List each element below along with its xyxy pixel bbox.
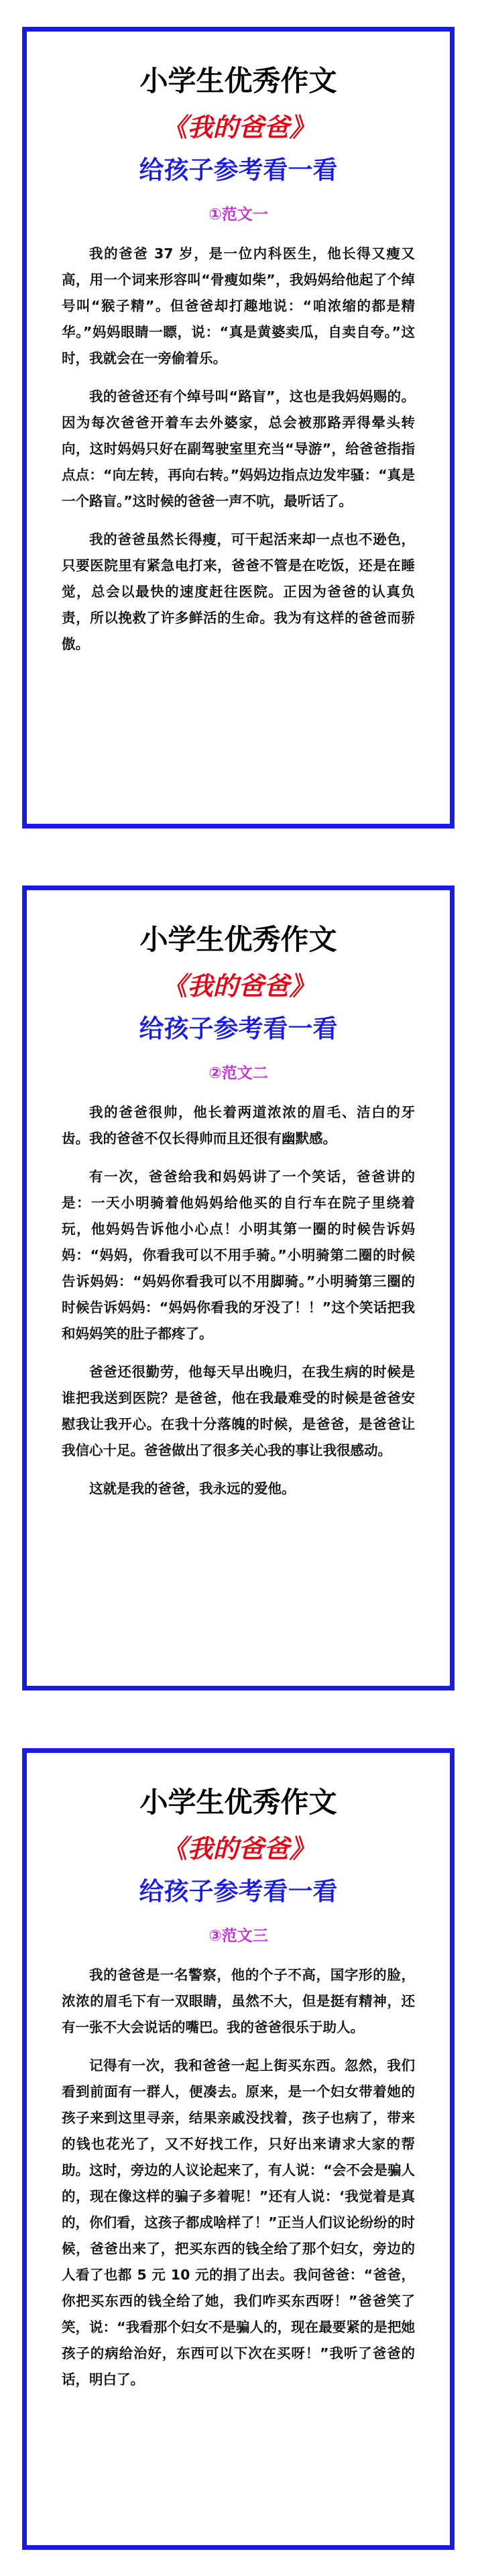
essay-card-1 [22,27,455,828]
essay-card-3 [22,1748,455,2550]
card-tagline: 给孩子参考看一看 [139,156,338,184]
essay-title: 《我的爸爸》 [162,113,315,142]
card-title: 小学生优秀作文 [139,923,337,956]
essay-paragraph: 我的爸爸很帅，他长着两道浓浓的眉毛、洁白的牙齿。我的爸爸不仅长得帅而且还很有幽默感。 [62,1104,415,1146]
essay-paragraph: 这就是我的爸爸，我永远的爱他。 [89,1481,296,1497]
essay-card-2 [22,885,455,1690]
essay-paragraph: 我的爸爸 37 岁，是一位内科医生，他长得又瘦又高，用一个词来形容叫“骨瘦如柴”，我妈妈给他起了个绰号叫“猴子精”。但爸爸却打趣地说：“咱浓缩的都是精华。”妈妈眼睛一瞟，说：“真是黄婆卖瓜，自卖自夸。”这时，我就会在一旁偷着乐。 [62,246,415,366]
card-title: 小学生优秀作文 [139,1786,337,1819]
essay-paragraph: 我的爸爸还有个绰号叫“路盲”，这也是我妈妈赐的。因为每次爸爸开着车去外婆家，总会被那路弄得晕头转向，这时妈妈只好在副驾驶室里充当“导游”，给爸爸指指点点：“向左转，再向右转。”妈妈边指点边发牢骚：“真是一个路盲。”这时候的爸爸一声不吭，最听话了。 [62,388,415,509]
section-label: ①范文一 [208,206,268,223]
card-tagline: 给孩子参考看一看 [139,1014,338,1043]
card-title: 小学生优秀作文 [139,64,337,97]
essay-title: 《我的爸爸》 [162,1834,315,1864]
essay-paragraph: 我的爸爸是一名警察，他的个子不高，国字形的脸，浓浓的眉毛下有一双眼睛，虽然不大，但是挺有精神，还有一张不大会说话的嘴巴。我的爸爸很乐于助人。 [62,1967,415,2035]
card-tagline: 给孩子参考看一看 [139,1877,338,1906]
essay-paragraph: 记得有一次，我和爸爸一起上街买东西。忽然，我们看到前面有一群人，便凑去。原来，是一个妇女带着她的孩子来到这里寻亲，结果亲戚没找着，孩子也病了，带来的钱也花光了，又不好找工作，只好出来请求大家的帮助。这时，旁边的人议论起来了，有人说：“会不会是骗人的，现在像这样的骗子多着呢！”还有人说：‘我觉着是真的，你们看，这孩子都成啥样了！”正当人们议论纷纷的时候，爸爸出来了，把买东西的钱全给了那个妇女，旁边的人看了也都 5 元 10 元的捐了出去。我问爸爸：“爸爸，你把买东西的钱全给了她，我们咋买东西呀！”爸爸笑了笑，说：“我看那个妇女不是骗人的，现在最要紧的是把她孩子的病给治好，东西可以下次在买呀！”我听了爸爸的话，明白了。 [62,2057,415,2387]
essay-title: 《我的爸爸》 [162,971,315,1001]
section-label: ③范文三 [208,1927,268,1945]
essay-paragraph: 有一次，爸爸给我和妈妈讲了一个笑话，爸爸讲的是：一天小明骑着他妈妈给他买的自行车在院子里绕着玩，他妈妈告诉他小心点！小明其第一圈的时候告诉妈妈：“妈妈，你看我可以不用手骑。”小明骑第二圈的时候告诉妈妈：“妈妈你看我可以不用脚骑。”小明骑第三圈的时候告诉妈妈：“妈妈你看我的牙没了！！”这个笑话把我和妈妈笑的肚子都疼了。 [62,1169,415,1342]
essay-paragraph: 我的爸爸虽然长得瘦，可干起活来却一点也不逊色，只要医院里有紧急电打来，爸爸不管是在吃饭，还是在睡觉，总会以最快的速度赶往医院。正因为爸爸的认真负责，所以挽救了许多鲜活的生命。我为有这样的爸爸而骄傲。 [62,531,415,652]
essay-paragraph: 爸爸还很勤劳，他每天早出晚归，在我生病的时候是谁把我送到医院？是爸爸，他在我最难受的时候是爸爸安慰我让我开心。在我十分落魄的时候，是爸爸，是爸爸让我信心十足。爸爸做出了很多关心我的事让我很感动。 [62,1364,415,1458]
section-label: ②范文二 [208,1065,268,1082]
